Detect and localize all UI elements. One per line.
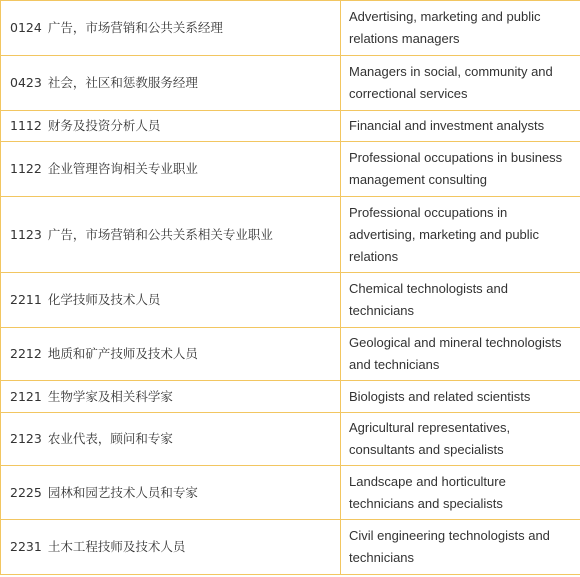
occupation-cn-title: 社会，社区和惩教服务经理 xyxy=(47,75,198,90)
occupation-en-title: Civil engineering technologists and technicians xyxy=(341,520,580,575)
occupation-en-title: Biologists and related scientists xyxy=(341,381,580,413)
occupation-en-title: Landscape and horticulture technicians and specialists xyxy=(341,466,580,520)
table-row xyxy=(1,466,580,520)
occupation-cn-title: 企业管理咨询相关专业职业 xyxy=(47,161,198,176)
table-row xyxy=(1,328,580,381)
table-row xyxy=(1,142,580,197)
occupation-code: 1112 xyxy=(10,118,42,133)
table-row xyxy=(1,413,580,466)
occupation-en-title: Professional occupations in advertising, marketing and public relations xyxy=(341,197,580,273)
occupation-cn-cell xyxy=(1,328,341,381)
table-row xyxy=(1,520,580,575)
occupation-en-title: Financial and investment analysts xyxy=(341,111,580,142)
occupation-cn-title: 土木工程技师及技术人员 xyxy=(47,539,186,554)
occupation-cn-cell xyxy=(1,466,341,520)
occupation-cn-cell xyxy=(1,273,341,328)
occupation-cn-title: 财务及投资分析人员 xyxy=(47,118,161,133)
occupation-en-title: Managers in social, community and correctional services xyxy=(341,56,580,111)
occupation-cn-title: 广告，市场营销和公共关系经理 xyxy=(47,20,223,35)
table-row xyxy=(1,381,580,413)
occupation-cn-title: 农业代表，顾问和专家 xyxy=(47,431,173,446)
occupation-cn-cell xyxy=(1,56,341,111)
occupation-en-title: Agricultural representatives, consultants and specialists xyxy=(341,413,580,466)
occupation-code: 0423 xyxy=(10,75,42,90)
occupation-code: 1123 xyxy=(10,226,42,242)
occupation-code: 0124 xyxy=(10,20,42,35)
occupation-code: 2212 xyxy=(10,346,42,361)
occupation-cn-cell xyxy=(1,197,341,273)
occupation-cn-title: 地质和矿产技师及技术人员 xyxy=(47,346,198,361)
occupation-cn-title: 化学技师及技术人员 xyxy=(47,292,161,307)
occupation-code: 2231 xyxy=(10,539,42,554)
occupation-cn-cell xyxy=(1,381,341,413)
occupation-cn-cell xyxy=(1,111,341,142)
occupation-en-title: Geological and mineral technologists and technicians xyxy=(341,328,580,381)
table-row xyxy=(1,273,580,328)
occupation-code: 2123 xyxy=(10,431,42,446)
occupation-cn-cell xyxy=(1,413,341,466)
occupation-cn-cell xyxy=(1,520,341,575)
occupation-en-title: Advertising, marketing and public relations managers xyxy=(341,1,580,56)
occupation-cn-title: 园林和园艺技术人员和专家 xyxy=(47,484,198,500)
occupation-table-body xyxy=(1,1,580,575)
occupation-en-title: Professional occupations in business management consulting xyxy=(341,142,580,197)
occupation-code: 2121 xyxy=(10,388,42,404)
occupation-en-title: Chemical technologists and technicians xyxy=(341,273,580,328)
table-row xyxy=(1,197,580,273)
occupation-cn-cell xyxy=(1,1,341,56)
table-row xyxy=(1,111,580,142)
table-row xyxy=(1,56,580,111)
occupation-cn-title: 广告，市场营销和公共关系相关专业职业 xyxy=(47,226,273,242)
occupation-cn-cell xyxy=(1,142,341,197)
occupation-code: 2225 xyxy=(10,484,42,500)
occupation-code: 1122 xyxy=(10,161,42,176)
occupation-cn-title: 生物学家及相关科学家 xyxy=(47,388,173,404)
table-row xyxy=(1,1,580,56)
occupation-code: 2211 xyxy=(10,292,42,307)
